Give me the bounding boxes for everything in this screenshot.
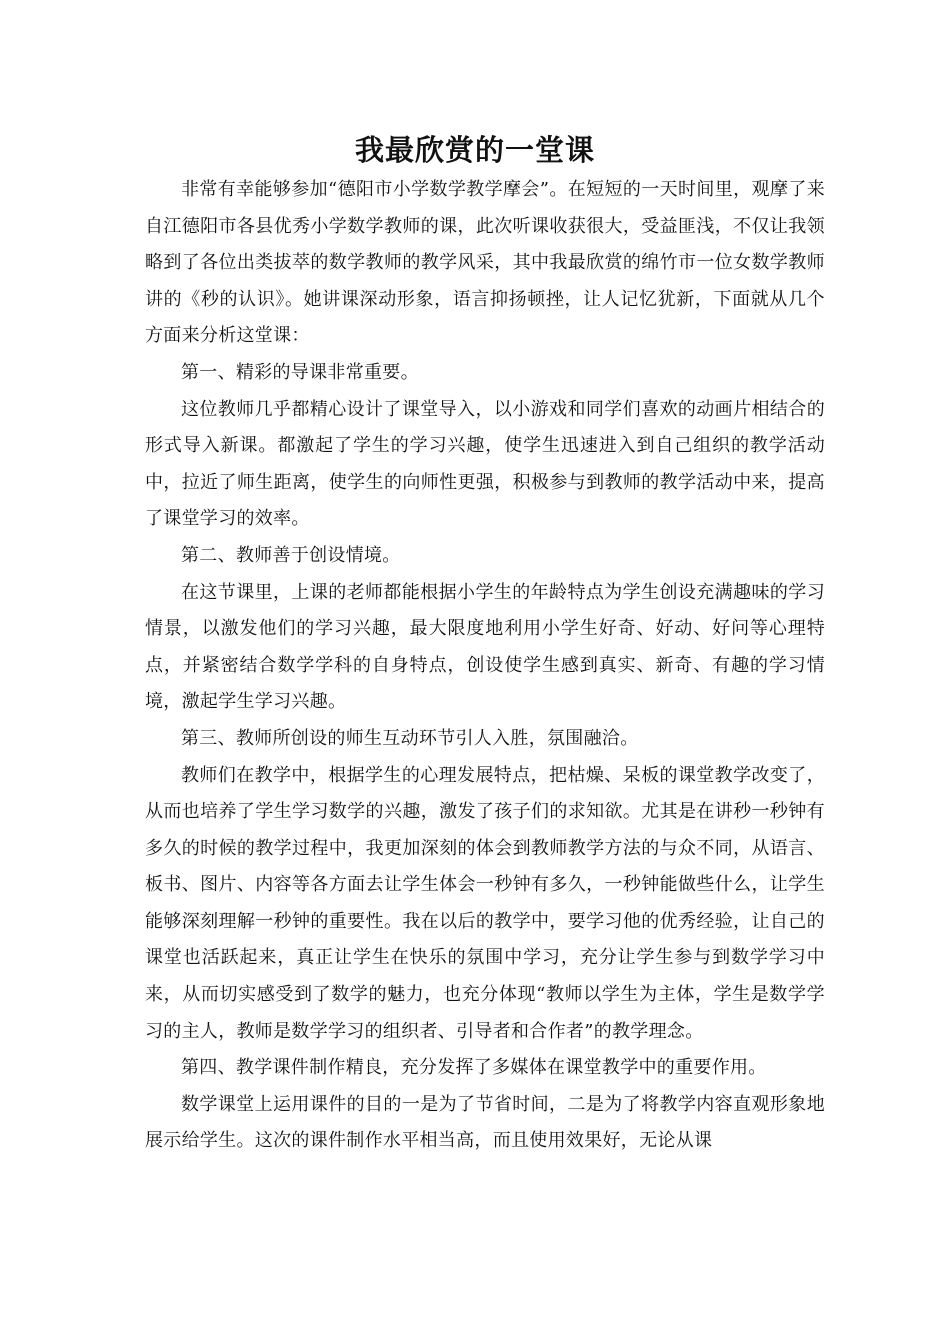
document-title: 我最欣赏的一堂课 <box>354 133 595 167</box>
paragraph-intro: 非常有幸能够参加“德阳市小学数学教学摩会”。在短短的一天时间里，观摩了来自江德阳市各县优秀小学数学教师的课，此次听课收获很大，受益匪浅，不仅让我领略到了各位出类拔萃的数学教师的教学风采，其中我最欣赏的绵竹市一位女数学教师讲的《秒的认识》。她讲课深动形象，语言抑扬顿挫，让人记忆犹新，下面就从几个方面来分析这堂课： <box>145 179 825 347</box>
heading-point-two: 第二、教师善于创设情境。 <box>181 544 401 566</box>
paragraph-point-three: 教师们在教学中，根据学生的心理发展特点，把枯燥、呆板的课堂教学改变了，从而也培养了学生学习数学的兴趣，激发了孩子们的求知欲。尤其是在讲秒一秒钟有多久的时候的教学过程中，我更加深刻的体会到教师教学方法的与众不同，从语言、板书、图片、内容等各方面去让学生体会一秒钟有多久，一秒钟能做些什么，让学生能够深刻理解一秒钟的重要性。我在以后的教学中，要学习他的优秀经验，让自己的课堂也活跃起来，真正让学生在快乐的氛围中学习，充分让学生参与到数学学习中来，从而切实感受到了数学的魅力，也充分体现“教师以学生为主体，学生是数学学习的主人，教师是数学学习的组织者、引导者和合作者”的教学理念。 <box>145 764 825 1042</box>
heading-point-one: 第一、精彩的导课非常重要。 <box>181 361 419 383</box>
paragraph-point-one: 这位教师几乎都精心设计了课堂导入，以小游戏和同学们喜欢的动画片相结合的形式导入新课。都激起了学生的学习兴趣，使学生迅速进入到自己组织的教学活动中，拉近了师生距离，使学生的向师性更强，积极参与到教师的教学活动中来，提高了课堂学习的效率。 <box>145 398 825 530</box>
heading-point-four: 第四、教学课件制作精良，充分发挥了多媒体在课堂教学中的重要作用。 <box>181 1057 767 1079</box>
heading-point-three: 第三、教师所创设的师生互动环节引人入胜，氛围融洽。 <box>181 727 639 749</box>
document-body <box>145 172 825 1160</box>
paragraph-point-two: 在这节课里，上课的老师都能根据小学生的年龄特点为学生创设充满趣味的学习情景，以激发他们的学习兴趣，最大限度地利用小学生好奇、好动、好问等心理特点，并紧密结合数学学科的自身特点，创设使学生感到真实、新奇、有趣的学习情境，激起学生学习兴趣。 <box>145 581 825 713</box>
paragraph-point-four: 数学课堂上运用课件的目的一是为了节省时间，二是为了将教学内容直观形象地展示给学生。这次的课件制作水平相当高，而且使用效果好，无论从课 <box>145 1093 825 1152</box>
